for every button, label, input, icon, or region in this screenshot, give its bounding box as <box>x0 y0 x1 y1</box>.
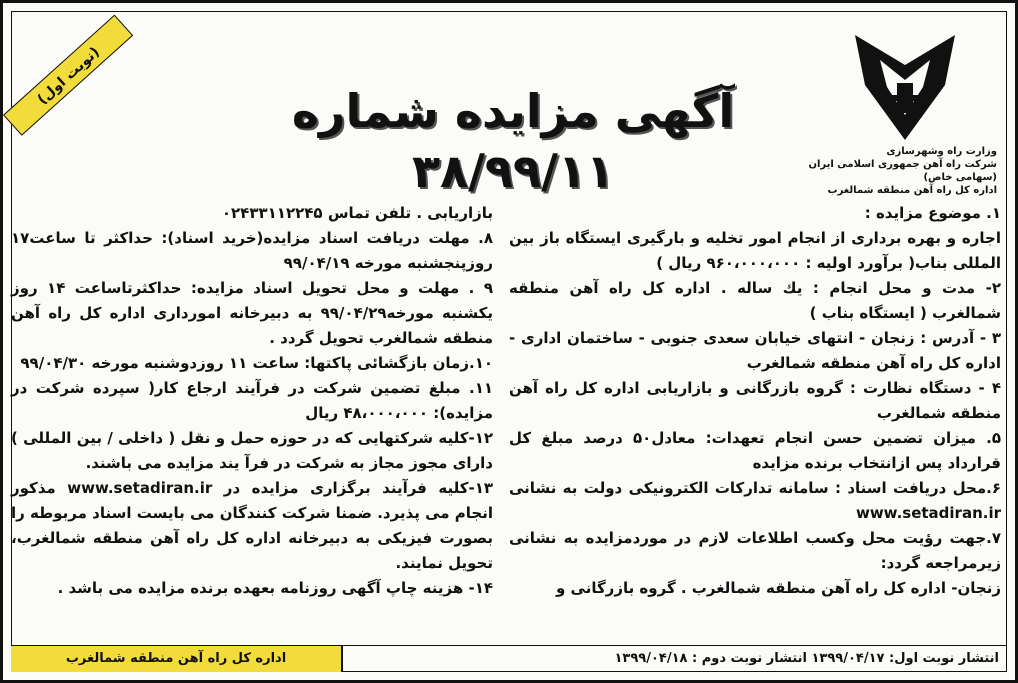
section-2-text: یك ساله . اداره کل راه آهن منطقه شمالغرب ( ایستگاه بناب ) <box>509 279 1001 322</box>
section-3 <box>509 326 1001 376</box>
section-9-text: حداکثرتاساعت ۱۴ روز یکشنبه مورخه۹۹/۰۴/۲۹ به دبیرخانه امورداری اداره کل راه آهن منطقه شمالغرب تحویل گردد . <box>11 279 493 347</box>
right-column <box>509 201 1001 601</box>
section-8-label: ۸. مهلت دریافت اسناد مزایده(خرید اسناد): <box>161 229 493 247</box>
section-10-label: ۱۰.زمان بازگشائی پاکتها: <box>304 354 493 372</box>
section-12-text: ۱۲-کلیه شرکتهایی که در حوزه حمل و نقل ( داخلی / بین المللی ) دارای مجوز مجاز به شرکت در فرآ یند مزایده می باشند. <box>11 429 493 472</box>
section-5-text: معادل۵۰ درصد مبلغ کل قرارداد پس ازانتخاب برنده مزایده <box>509 429 1001 472</box>
section-7-text: ۷.جهت رؤیت محل وکسب اطلاعات لازم در موردمزایده به نشانی زیرمراجعه گردد: <box>509 529 1001 572</box>
org-company: شرکت راه آهن جمهوری اسلامی ایران (سهامی خاص) <box>808 159 997 183</box>
section-9-label: ۹ . مهلت و محل تحویل اسناد مزایده: <box>190 279 493 297</box>
section-8 <box>11 226 493 276</box>
footer-bar <box>11 645 1007 672</box>
section-8-text: حداکثر تا ساعت۱۷ روزپنجشنبه مورخه ۹۹/۰۴/۱۹ <box>11 229 493 272</box>
railway-logo-icon <box>835 25 975 145</box>
page-title: آگهی مزایده شماره ۳۸/۹۹/۱۱ <box>291 84 735 198</box>
org-ministry: وزارت راه وشهرسازی <box>886 146 997 157</box>
section-9 <box>11 276 493 351</box>
section-6-text: سامانه تدارکات الکترونیکی دولت به نشانی www.setadiran.ir <box>509 479 1001 522</box>
section-3-text: زنجان - انتهای خیابان سعدی جنوبی - ساختمان اداری - اداره کل راه آهن منطقه شمالغرب <box>509 329 1001 372</box>
section-4-label: ۴ - دستگاه نظارت : <box>849 379 1001 397</box>
section-11-text: ۱۱. مبلغ تضمین شرکت در فرآیند ارجاع کار( سپرده شرکت در مزایده): ۴۸،۰۰۰،۰۰۰ ریال <box>11 379 493 422</box>
section-1-label: ۱. موضوع مزایده : <box>864 204 1001 222</box>
left-column <box>11 201 493 601</box>
section-10 <box>11 351 493 376</box>
section-1-text: اجاره و بهره برداری از انجام امور تخلیه و بارگیری ایستگاه باز بین المللی بناب( برآورد اولیه : ۹۶۰،۰۰۰،۰۰۰ ریال ) <box>509 229 1001 272</box>
section-6-label: ۶.محل دریافت اسناد : <box>835 479 1001 497</box>
org-office: اداره کل راه آهن منطقه شمالغرب <box>827 185 997 196</box>
section-13-text: ۱۳-کلیه فرآیند برگزاری مزایده در www.setadiran.ir مذکور انجام می پذیرد. ضمنا شرکت کنندگان می بایست اسناد مربوطه را بصورت فیزیکی به دبیرخانه اداره کل راه آهن منطقه شمالغرب، تحویل نمایند. <box>11 479 494 572</box>
contact-continuation: بازاریابی . تلفن تماس ۰۲۴۳۳۱۱۲۲۴۵ <box>221 204 493 222</box>
section-4 <box>509 376 1001 426</box>
organization-block <box>787 145 997 197</box>
section-2-label: ۲- مدت و محل انجام : <box>812 279 1001 297</box>
section-4-text: گروه بازرگانی و بازاریابی اداره کل راه آهن منطقه شمالغرب <box>509 379 1001 422</box>
section-14-text: ۱۴- هزینه چاپ آگهی روزنامه بعهده برنده مزایده می باشد . <box>57 579 493 597</box>
section-7-address: زنجان- اداره کل راه آهن منطقه شمالغرب . گروه بازرگانی و <box>555 579 1001 597</box>
footer-office: اداره کل راه آهن منطقه شمالغرب <box>11 646 342 672</box>
section-3-label: ۳ - آدرس : <box>920 329 1001 347</box>
publication-dates: انتشار نوبت اول: ۱۳۹۹/۰۴/۱۷ انتشار نوبت دوم : ۱۳۹۹/۰۴/۱۸ <box>614 651 999 666</box>
section-6 <box>509 476 1001 526</box>
section-2 <box>509 276 1001 326</box>
section-10-text: ساعت ۱۱ روزدوشنبه مورخه ۹۹/۰۴/۳۰ <box>20 354 299 372</box>
section-5 <box>509 426 1001 476</box>
section-5-label: ۵. میزان تضمین حسن انجام تعهدات: <box>705 429 1001 447</box>
first-publication-ribbon: (نوبت اول) <box>3 15 133 136</box>
